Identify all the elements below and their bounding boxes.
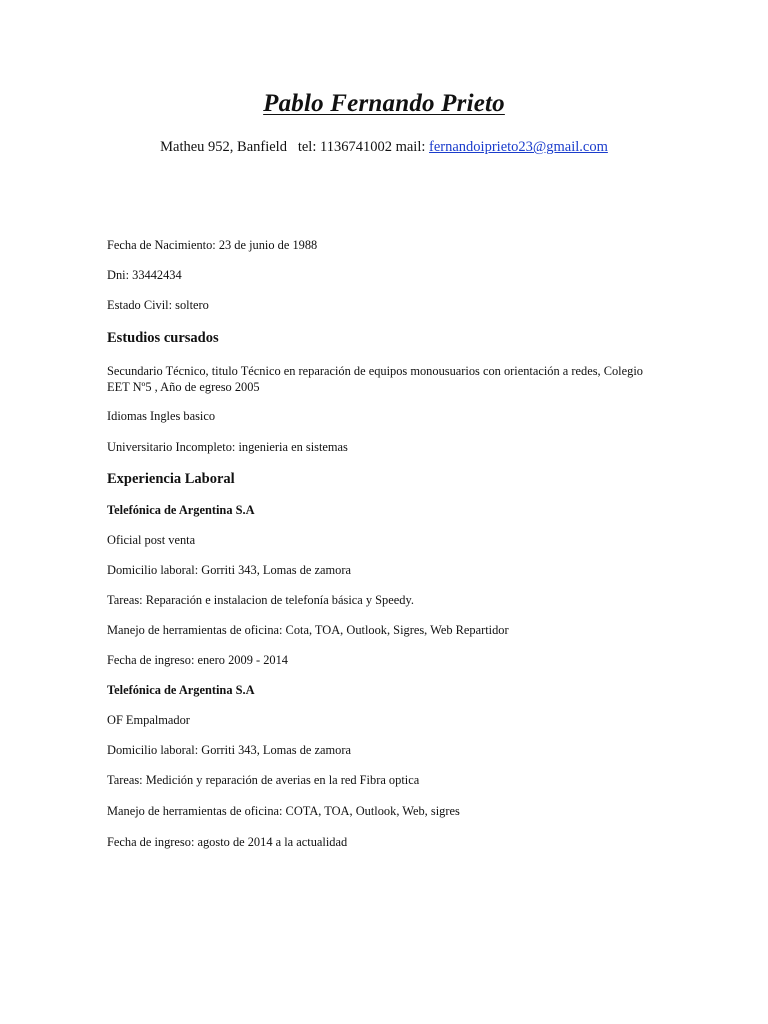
address-text: Matheu 952, Banfield — [160, 139, 287, 155]
job-2-address: Domicilio laboral: Gorriti 343, Lomas de zamora — [107, 743, 351, 757]
page-title: Pablo Fernando Prieto — [263, 90, 505, 117]
job-1-role: Oficial post venta — [107, 533, 196, 547]
job-1-tools: Manejo de herramientas de oficina: Cota, TOA, Outlook, Sigres, Web Repartidor — [107, 623, 509, 637]
job-2-tasks: Tareas: Medición y reparación de averias en la red Fibra optica — [107, 773, 420, 787]
study-languages: Idiomas Ingles basico — [107, 409, 216, 423]
study-secondary: Secundario Técnico, titulo Técnico en reparación de equipos monousuarios con orientación a redes, Colegio EET Nº5 , Año de egreso 2005 — [107, 364, 643, 394]
job-2-tools: Manejo de herramientas de oficina: COTA, TOA, Outlook, Web, sigres — [107, 804, 460, 818]
birth-date: Fecha de Nacimiento: 23 de junio de 1988 — [107, 238, 318, 252]
study-university: Universitario Incompleto: ingenieria en sistemas — [107, 440, 348, 454]
mail-label: mail: — [395, 139, 426, 155]
civil-status: Estado Civil: soltero — [107, 298, 209, 312]
job-1-tasks: Tareas: Reparación e instalacion de telefonía básica y Speedy. — [107, 593, 414, 607]
tel-number: 1136741002 — [320, 139, 392, 155]
dni: Dni: 33442434 — [107, 268, 182, 282]
contact-line — [0, 139, 768, 156]
studies-heading: Estudios cursados — [107, 330, 219, 346]
job-1-company: Telefónica de Argentina S.A — [107, 503, 255, 517]
email-link[interactable]: fernandoiprieto23@gmail.com — [429, 139, 608, 155]
job-2-dates: Fecha de ingreso: agosto de 2014 a la actualidad — [107, 835, 348, 849]
tel-label: tel: — [297, 139, 317, 155]
job-1-dates: Fecha de ingreso: enero 2009 - 2014 — [107, 653, 288, 667]
job-2-company: Telefónica de Argentina S.A — [107, 683, 255, 697]
experience-heading: Experiencia Laboral — [107, 471, 235, 487]
job-1-address: Domicilio laboral: Gorriti 343, Lomas de zamora — [107, 563, 351, 577]
job-2-role: OF Empalmador — [107, 713, 190, 727]
